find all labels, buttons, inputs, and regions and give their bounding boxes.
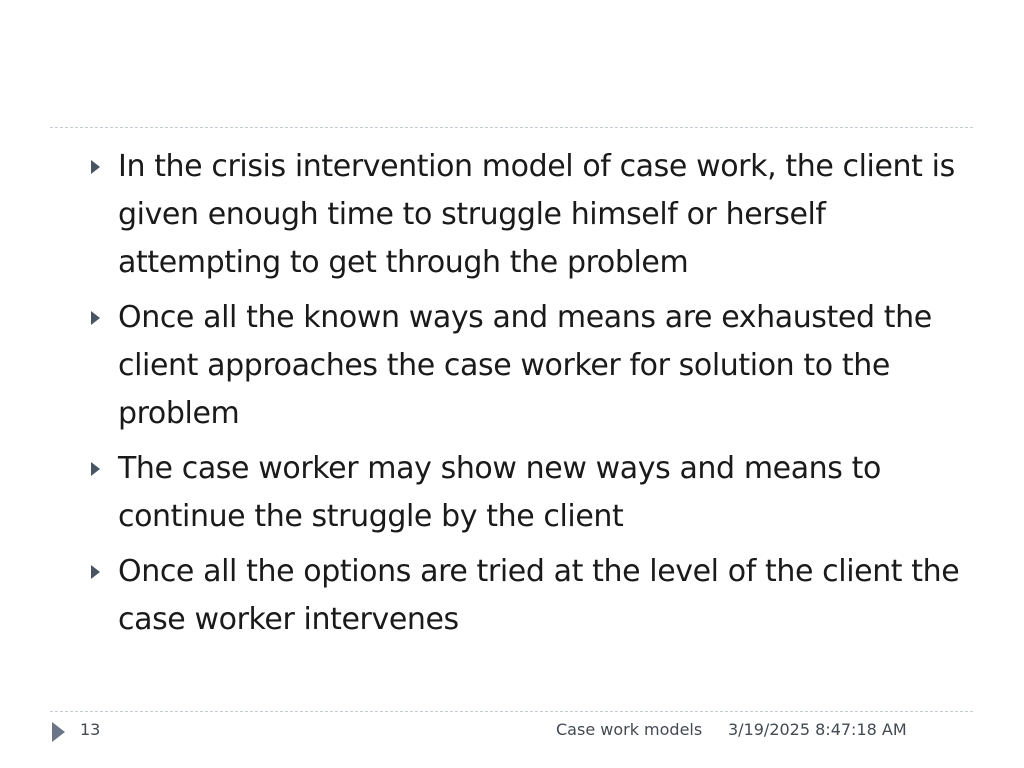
- bullet-arrow-icon: [91, 462, 100, 476]
- bullet-text: In the crisis intervention model of case work, the client is given enough time to struggle himself or herself attempting to get through the problem: [118, 149, 955, 280]
- bullet-arrow-icon: [91, 565, 100, 579]
- bullet-text: Once all the options are tried at the level of the client the case worker intervenes: [118, 554, 960, 637]
- bullet-item: [88, 548, 968, 644]
- bullet-item: [88, 445, 968, 541]
- bottom-divider: [50, 711, 973, 712]
- slide-number: 13: [80, 720, 101, 739]
- bullet-text: The case worker may show new ways and means to continue the struggle by the client: [118, 451, 881, 534]
- bullet-text: Once all the known ways and means are exhausted the client approaches the case worker for solution to the problem: [118, 300, 932, 431]
- bullet-arrow-icon: [91, 311, 100, 325]
- bullet-item: [88, 143, 968, 287]
- footer-arrow-icon: [52, 722, 65, 742]
- top-divider: [50, 127, 973, 128]
- footer-datetime: 3/19/2025 8:47:18 AM: [728, 720, 907, 739]
- bullet-item: [88, 294, 968, 438]
- footer-title: Case work models: [556, 720, 703, 739]
- bullet-arrow-icon: [91, 160, 100, 174]
- bullet-list: [88, 143, 968, 651]
